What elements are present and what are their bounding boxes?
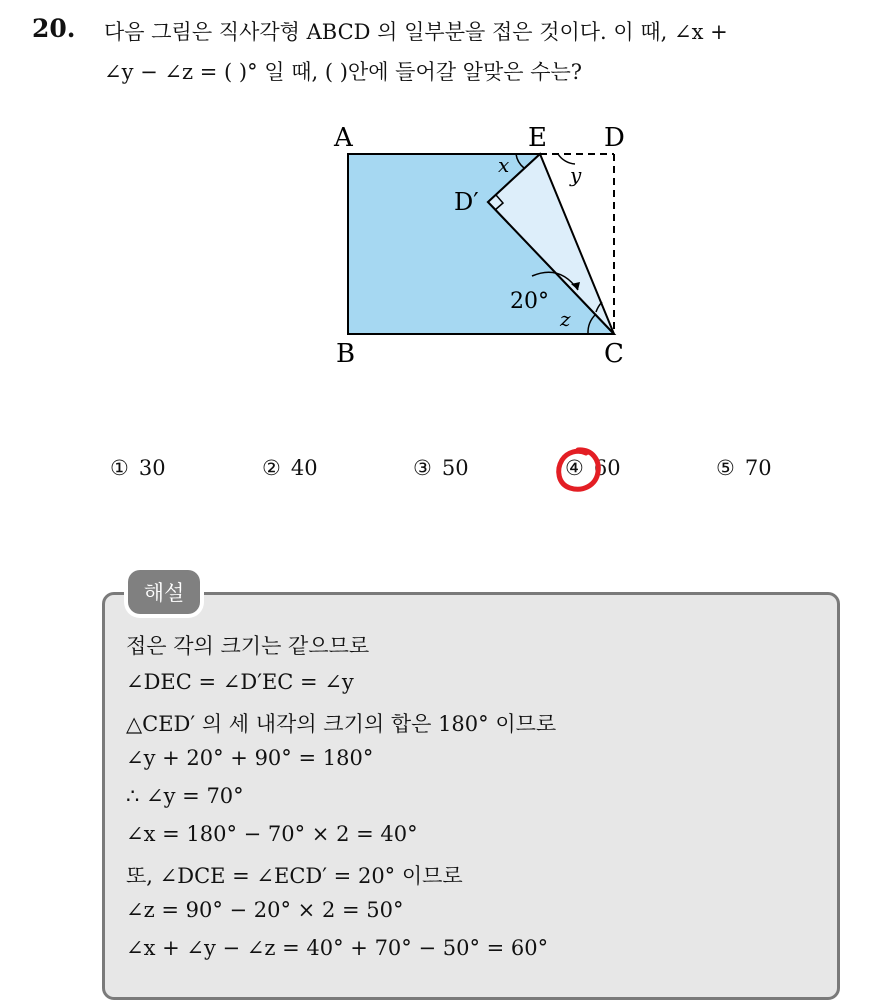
label-x: x	[498, 153, 510, 177]
question-number: 20.	[32, 14, 76, 43]
label-C: C	[604, 339, 624, 369]
solution-line: ∴ ∠y = 70°	[126, 784, 244, 808]
selected-answer-circle-icon	[552, 444, 604, 500]
label-D: D	[604, 123, 625, 153]
solution-line: ∠y + 20° + 90° = 180°	[126, 746, 374, 770]
label-D-prime: D′	[454, 188, 479, 216]
solution-tag: 해설	[128, 570, 200, 614]
choice-1-value: 30	[138, 456, 166, 480]
label-20-degrees: 20°	[510, 289, 549, 314]
choice-3-mark: ③	[413, 456, 432, 480]
choice-1-mark: ①	[110, 456, 129, 480]
choice-3[interactable]	[413, 456, 469, 480]
choice-2-mark: ②	[262, 456, 281, 480]
choice-5-mark: ⑤	[716, 456, 735, 480]
solution-line: ∠x + ∠y − ∠z = 40° + 70° − 50° = 60°	[126, 936, 549, 960]
choice-1[interactable]	[110, 456, 166, 480]
label-B: B	[336, 339, 356, 369]
question-text-line-1: 다음 그림은 직사각형 ABCD 의 일부분을 접은 것이다. 이 때, ∠x +	[104, 20, 728, 44]
solution-line: ∠x = 180° − 70° × 2 = 40°	[126, 822, 418, 846]
label-E: E	[528, 123, 547, 153]
solution-line: ∠z = 90° − 20° × 2 = 50°	[126, 898, 404, 922]
solution-line: 또, ∠DCE = ∠ECD′ = 20° 이므로	[126, 864, 463, 888]
choice-3-value: 50	[441, 456, 469, 480]
label-z: z	[560, 307, 571, 331]
label-A: A	[334, 123, 353, 153]
choice-4-value: 60	[593, 456, 621, 480]
folded-rectangle-figure	[320, 116, 640, 380]
choice-5-value: 70	[744, 456, 772, 480]
solution-line: ∠DEC = ∠D′EC = ∠y	[126, 670, 354, 694]
choice-2-value: 40	[290, 456, 318, 480]
solution-line: △CED′ 의 세 내각의 크기의 합은 180° 이므로	[126, 712, 557, 736]
label-y: y	[570, 163, 582, 187]
solution-line: 접은 각의 크기는 같으므로	[126, 634, 370, 658]
choice-4-mark: ④	[565, 456, 584, 480]
question-text-line-2: ∠y − ∠z = ( )° 일 때, ( )안에 들어갈 알맞은 수는?	[104, 60, 583, 84]
answer-choices	[0, 456, 884, 496]
choice-2[interactable]	[262, 456, 318, 480]
choice-5[interactable]	[716, 456, 772, 480]
